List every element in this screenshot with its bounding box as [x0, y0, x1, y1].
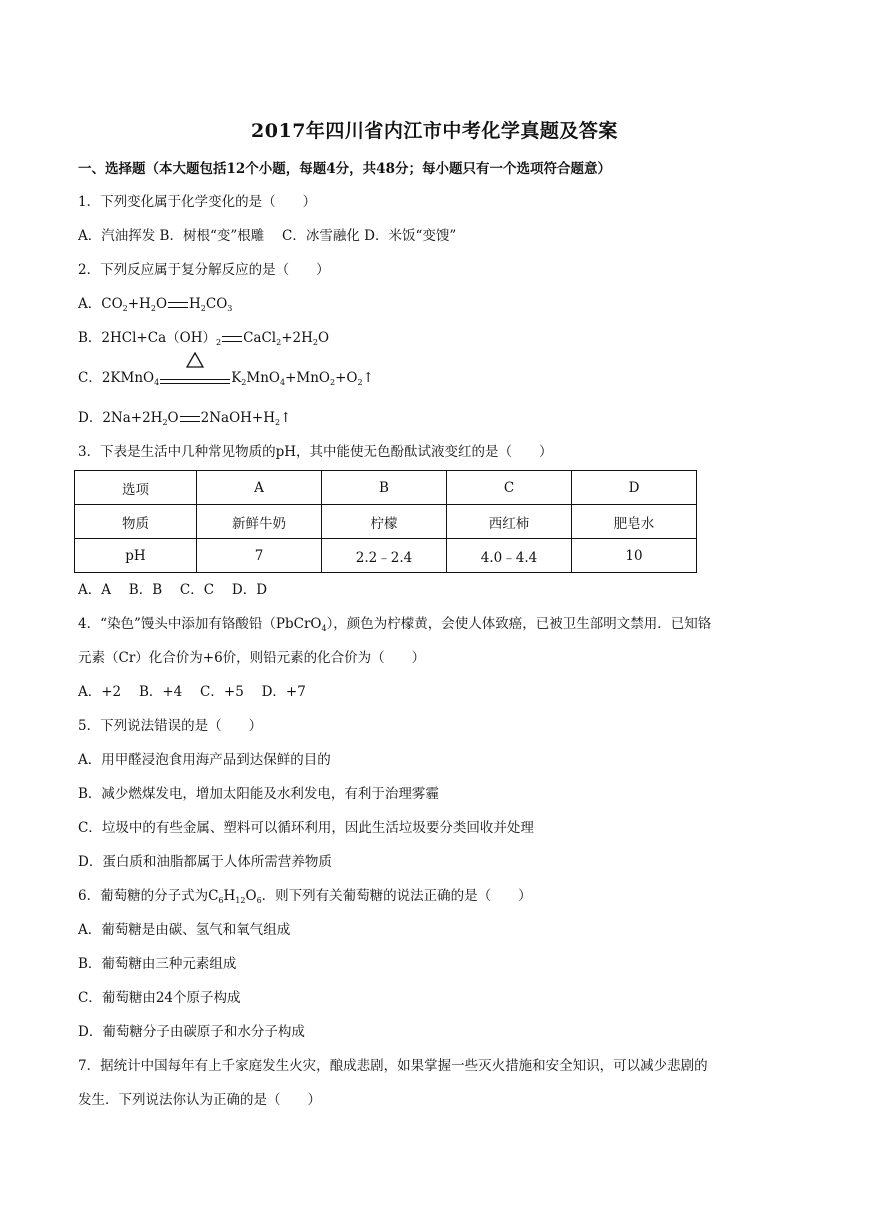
question-7-stem: 7．据统计中国每年有上千家庭发生火灾，酿成悲剧，如果掌握一些灭火措施和安全知识，可以减少悲剧的 [78, 1058, 708, 1074]
question-2-option-d: D．$2Na+2H_2O$ $2NaOH+H_2↑$ [78, 410, 292, 427]
section-heading: 一、选择题（本大题包括12个小题，每题4分，共48分；每小题只有一个选项符合题意） [78, 161, 611, 177]
question-4-stem-continued: 元素（Cr）化合价为+6价，则铅元素的化合价为（ ） [78, 650, 426, 666]
table-row [75, 471, 697, 505]
table-cell: B [322, 471, 447, 505]
table-row [75, 505, 697, 539]
question-6-option-b: B．葡萄糖由三种元素组成 [78, 956, 237, 972]
equals-sign [168, 302, 188, 308]
question-3-options: A．A B．B C．C D．D [78, 582, 268, 598]
table-cell: 新鲜牛奶 [197, 505, 322, 539]
question-3-stem: 3．下表是生活中几种常见物质的pH，其中能使无色酚酞试液变红的是（ ） [78, 444, 553, 460]
question-6-option-c: C．葡萄糖由24个原子构成 [78, 990, 241, 1006]
question-6-option-a: A．葡萄糖是由碳、氢气和氧气组成 [78, 922, 291, 938]
equals-sign [222, 336, 242, 342]
table-cell: 肥皂水 [572, 505, 697, 539]
table-cell: 4.0﹣4.4 [447, 539, 572, 573]
table-cell: C [447, 471, 572, 505]
table-cell: 7 [197, 539, 322, 573]
question-5-option-d: D．蛋白质和油脂都属于人体所需营养物质 [78, 854, 332, 870]
question-5-stem: 5．下列说法错误的是（ ） [78, 718, 263, 734]
question-7-stem-continued: 发生．下列说法你认为正确的是（ ） [78, 1092, 321, 1108]
heat-triangle-icon [186, 352, 204, 368]
heating-condition-equals [160, 370, 230, 388]
table-cell: 西红柿 [447, 505, 572, 539]
table-cell: pH [75, 539, 197, 573]
question-5-option-c: C．垃圾中的有些金属、塑料可以循环利用，因此生活垃圾要分类回收并处理 [78, 820, 534, 836]
question-5-option-a: A．用甲醛浸泡食用海产品到达保鲜的目的 [78, 752, 331, 768]
ph-table [74, 470, 697, 573]
question-4-options: A．+2 B．+4 C．+5 D．+7 [78, 684, 306, 700]
question-6-option-d: D．葡萄糖分子由碳原子和水分子构成 [78, 1024, 305, 1040]
table-cell: D [572, 471, 697, 505]
question-2-stem: 2．下列反应属于复分解反应的是（ ） [78, 262, 330, 278]
question-2-option-b: B．$2HCl+Ca(OH)_2$ $CaCl_2+2H_2O$ [78, 330, 330, 347]
table-cell: 2.2﹣2.4 [322, 539, 447, 573]
question-5-option-b: B．减少燃煤发电，增加太阳能及水利发电，有利于治理雾霾 [78, 786, 439, 802]
table-cell: 物质 [75, 505, 197, 539]
question-1-options: A．汽油挥发 B．树根“变”根雕 C．冰雪融化 D．米饭“变馊” [78, 228, 457, 244]
question-4-stem: 4．“染色”馒头中添加有铬酸铅（PbCrO$_4$），颜色为柠檬黄，会使人体致癌，已被卫生部明文禁用．已知铬 [78, 616, 712, 633]
document-title: 2017年四川省内江市中考化学真题及答案 [251, 120, 618, 142]
question-2-option-a: A．$CO_2+H_2O$ $H_2CO_3$ [78, 296, 233, 313]
table-cell: A [197, 471, 322, 505]
equals-sign [180, 416, 200, 422]
table-cell: 10 [572, 539, 697, 573]
table-row [75, 539, 697, 573]
question-6-stem: 6．葡萄糖的分子式为$C_6H_{12}O_6$．则下列有关葡萄糖的说法正确的是（ ） [78, 888, 532, 905]
table-cell: 选项 [75, 471, 197, 505]
table-cell: 柠檬 [322, 505, 447, 539]
question-2-option-c: C．2KMnO$_4$ $K_2MnO_4+MnO_2+O_2↑$ [78, 369, 374, 388]
question-1-stem: 1．下列变化属于化学变化的是（ ） [78, 194, 317, 210]
